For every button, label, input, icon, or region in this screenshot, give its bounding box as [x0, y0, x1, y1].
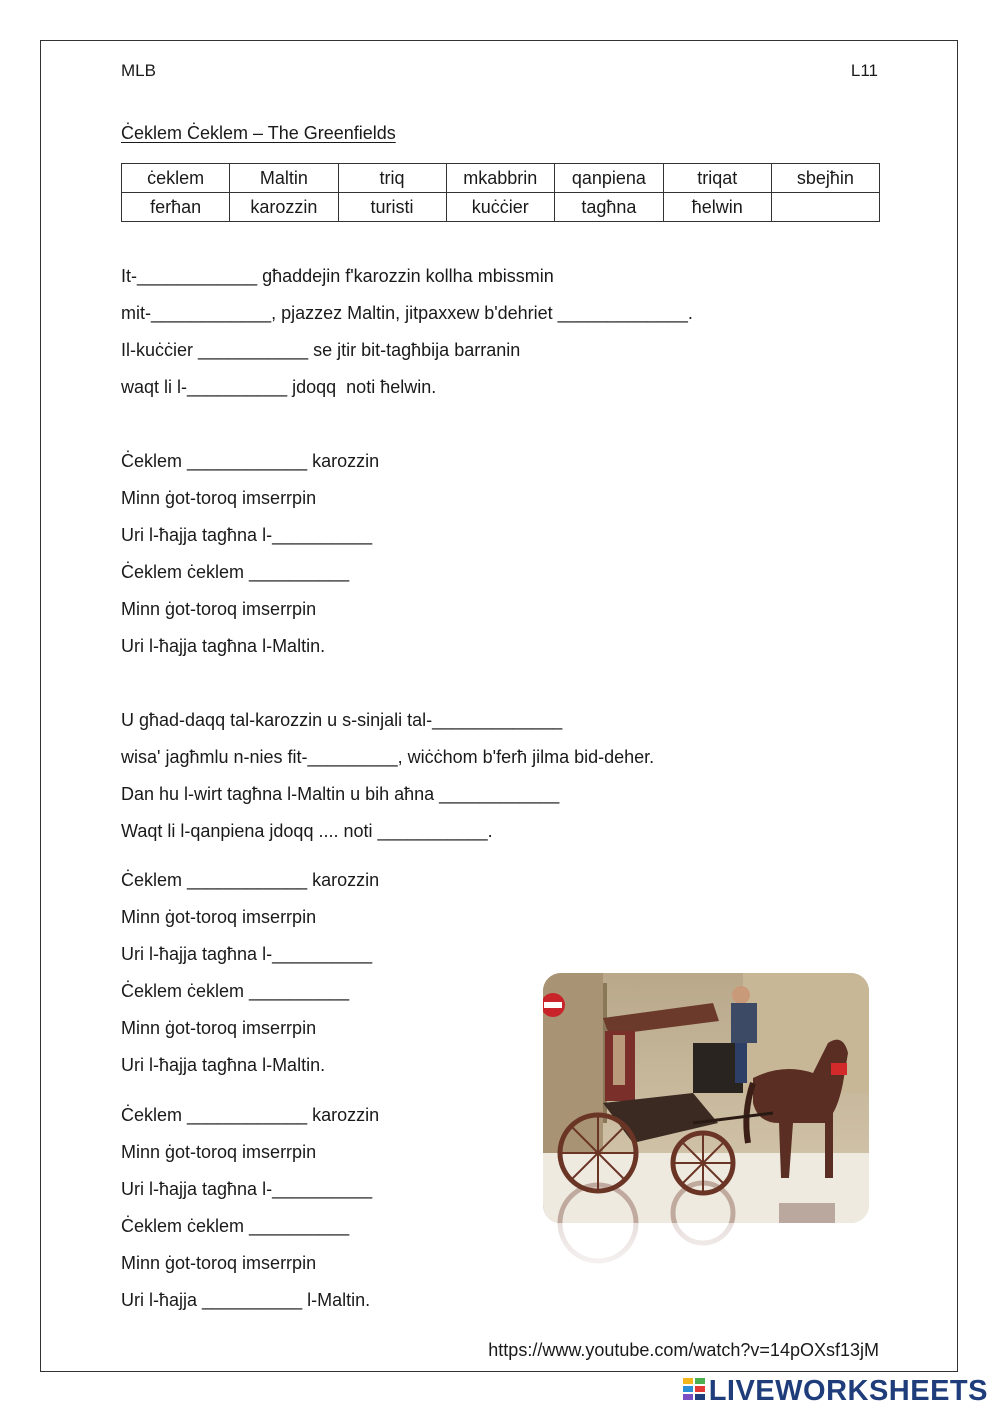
- lyric-line[interactable]: Uri l-ħajja tagħna l-__________: [121, 1179, 373, 1199]
- lyric-line[interactable]: mit-____________, pjazzez Maltin, jitpaxxew b'dehriet _____________.: [121, 303, 693, 323]
- liveworksheets-logo-icon: [683, 1378, 705, 1404]
- word-bank-cell: karozzin: [230, 193, 338, 222]
- word-bank-cell: ċeklem: [122, 164, 230, 193]
- karozzin-photo: [543, 973, 869, 1293]
- word-bank-cell: triq: [338, 164, 446, 193]
- word-bank-cell: triqat: [663, 164, 771, 193]
- word-bank-cell: Maltin: [230, 164, 338, 193]
- word-bank-cell: [771, 193, 879, 222]
- header-left: MLB: [121, 61, 156, 80]
- word-bank-cell: tagħna: [555, 193, 664, 222]
- lyric-line: Minn ġot-toroq imserrpin: [121, 1142, 317, 1162]
- liveworksheets-logo-text: LIVEWORKSHEETS: [708, 1374, 988, 1407]
- lyric-line: Minn ġot-toroq imserrpin: [121, 1253, 317, 1273]
- lyric-line[interactable]: Il-kuċċier ___________ se jtir bit-tagħbija barranin: [121, 340, 521, 360]
- lyric-line[interactable]: Ċeklem ċeklem __________: [121, 981, 350, 1001]
- lyric-line[interactable]: Uri l-ħajja tagħna l-__________: [121, 525, 373, 545]
- lyric-line[interactable]: Uri l-ħajja __________ l-Maltin.: [121, 1290, 371, 1310]
- lyric-line: Minn ġot-toroq imserrpin: [121, 599, 317, 619]
- lyric-line[interactable]: Ċeklem ċeklem __________: [121, 1216, 350, 1236]
- word-bank-row: [122, 164, 880, 193]
- word-bank-row: [122, 193, 880, 222]
- word-bank-cell: kuċċier: [446, 193, 555, 222]
- lyric-line[interactable]: It-____________ għaddejin f'karozzin kollha mbissmin: [121, 266, 554, 286]
- header-right: L11: [850, 61, 878, 80]
- lyric-line[interactable]: Uri l-ħajja tagħna l-__________: [121, 944, 373, 964]
- lyric-line: Minn ġot-toroq imserrpin: [121, 907, 317, 927]
- word-bank-cell: ferħan: [122, 193, 230, 222]
- lyric-line[interactable]: wisa' jagħmlu n-nies fit-_________, wiċċhom b'ferħ jilma bid-deher.: [121, 747, 655, 767]
- lyric-line[interactable]: Ċeklem ____________ karozzin: [121, 1105, 380, 1125]
- lyric-line: Minn ġot-toroq imserrpin: [121, 488, 317, 508]
- word-bank-cell: ħelwin: [663, 193, 771, 222]
- lyric-line[interactable]: Ċeklem ____________ karozzin: [121, 451, 380, 471]
- lyric-line[interactable]: Waqt li l-qanpiena jdoqq .... noti ___________.: [121, 821, 493, 841]
- lyric-line: Uri l-ħajja tagħna l-Maltin.: [121, 1055, 326, 1075]
- word-bank-cell: qanpiena: [555, 164, 664, 193]
- liveworksheets-logo: [683, 1375, 988, 1407]
- lyric-line[interactable]: Dan hu l-wirt tagħna l-Maltin u bih aħna ____________: [121, 784, 560, 804]
- word-bank-cell: turisti: [338, 193, 446, 222]
- lyric-line[interactable]: U għad-daqq tal-karozzin u s-sinjali tal-_____________: [121, 710, 563, 730]
- word-bank-cell: sbejħin: [771, 164, 879, 193]
- lyric-line[interactable]: Ċeklem ____________ karozzin: [121, 870, 380, 890]
- word-bank-table: [121, 163, 880, 222]
- youtube-link[interactable]: https://www.youtube.com/watch?v=14pOXsf13jM: [488, 1340, 879, 1360]
- lyric-line[interactable]: waqt li l-__________ jdoqq noti ħelwin.: [121, 377, 437, 397]
- lyric-line[interactable]: Ċeklem ċeklem __________: [121, 562, 350, 582]
- worksheet-title: Ċeklem Ċeklem – The Greenfields: [121, 123, 396, 143]
- lyric-line: Uri l-ħajja tagħna l-Maltin.: [121, 636, 326, 656]
- word-bank-cell: mkabbrin: [446, 164, 555, 193]
- lyric-line: Minn ġot-toroq imserrpin: [121, 1018, 317, 1038]
